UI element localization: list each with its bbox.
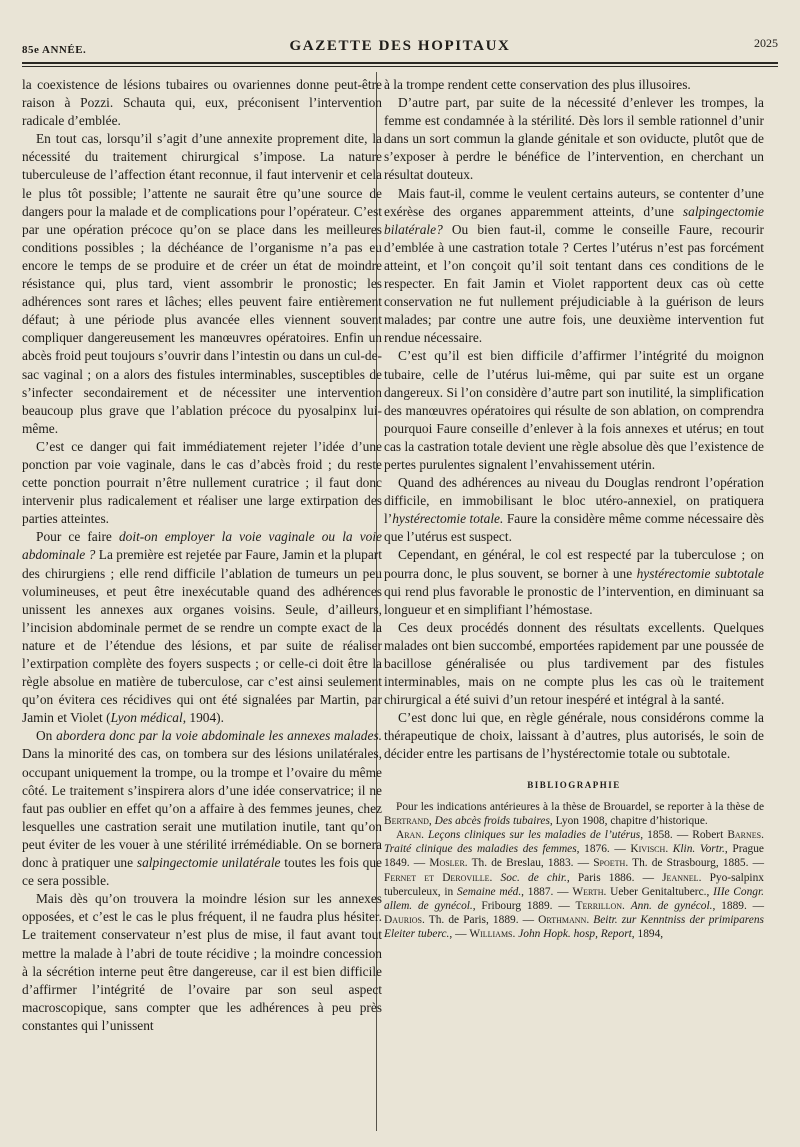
left-column — [22, 76, 382, 1035]
paragraph: C’est qu’il est bien difficile d’affirmer l’intégrité du moignon tubaire, celle de l’utérus lui-même, qui par suite est un organe dangereux. Si l’on considère d’autre part son inutilité, la simplification des manœuvres opératoires qui résulte de son ablation, on comprendra pourquoi Faure conseille d’enlever à la fois annexes et utérus; en tout cas la castration totale devient une règle absolue dès que l’existence de pertes purulentes signalent l’envahissement utérin. — [384, 348, 764, 472]
paragraph: Ces deux procédés donnent des résultats excellents. Quelques malades ont bien succombé, emportées rapidement par une poussée de bacillose généralisée ou plus tardivement par des fistules interminables, mais on ne compte plus les cas où le traitement chirurgical a été suivi d’un retour inespéré et intégral à la santé. — [384, 619, 764, 708]
paragraph: Quand des adhérences au niveau du Douglas rendront l’opération difficile, en immobilisant le bloc utéro-annexiel, on pratiquera l’hystérectomie totale. Faure la considère même comme nécessaire dès que l’utérus est suspect. — [384, 475, 764, 545]
paragraph: C’est ce danger qui fait immédiatement rejeter l’idée d’une ponction par voie vaginale, dans le cas d’abcès froid ; du reste cette ponction pourrait n’être nullement curatrice ; il faut donc intervenir plus radicalement et réaliser une large extirpation des parties atteintes. — [22, 438, 382, 527]
paragraph: D’autre part, par suite de la nécessité d’enlever les trompes, la femme est condamnée à la stérilité. Dès lors il semble rationnel d’unir dans un sort commun la glande génitale et son oviducte, plutôt que de s’exposer à perdre le bénéfice de l’intervention, en cherchant un résultat douteux. — [384, 95, 764, 183]
paragraph: En tout cas, lorsqu’il s’agit d’une annexite proprement dite, la nécessité du traitement chirurgical s’impose. La nature tuberculeuse de l’affection étant reconnue, il faut intervenir et cela le plus tôt possible; l’attente ne saurait être qu’une source de dangers pour la malade et de complications pour l’opérateur. C’est par une opération précoce qu’on se place dans les meilleures conditions possibles ; la déchéance de l’organisme n’a pas eu encore le temps de se produire et de créer un état de moindre résistance qui, plus tard, vient assombrir le pronostic; les adhérences sont rares et lâches; elles peuvent faire entièrement défaut; à une période plus avancée elles viennent souvent compliquer dangereusement les manœuvres opératoires. Enfin un abcès froid peut toujours s’ouvrir dans l’intestin ou dans un cul-de-sac vaginal ; on a alors des fistules interminables, susceptibles de s’infecter secondairement et de nécessiter une intervention beaucoup plus grave que l’ablation précoce du pyosalpinx lui-même. — [22, 131, 382, 436]
page-header — [22, 30, 778, 60]
paragraph: Cependant, en général, le col est respecté par la tuberculose ; on pourra donc, le plus souvent, se borner à une hystérectomie subtotale qui rend plus favorable le pronostic de l’intervention, en diminuant sa longueur et en simplifiant l’hémostase. — [384, 547, 765, 617]
journal-title: GAZETTE DES HOPITAUX — [289, 38, 511, 54]
page-number: 2025 — [754, 36, 778, 50]
paragraph: C’est donc lui que, en règle générale, nous considérons comme la thérapeutique de choix, laissant à d’autres, plus autorisés, le soin de décider entre les partisans de l’hystérectomie totale ou subtotale. — [384, 710, 764, 762]
paragraph: à la trompe rendent cette conservation des plus illusoires. — [384, 77, 691, 92]
bibliography-heading: BIBLIOGRAPHIE — [527, 779, 621, 790]
paragraph: Mais faut-il, comme le veulent certains auteurs, se contenter d’une exérèse des organes apparemment atteints, d’une salpingectomie bilatérale? Ou bien faut-il, comme le conseille Faure, recourir d’emblée à une castration totale ? Certes l’utérus n’est pas forcément atteint, et l’on conçoit qu’il soit tentant dans ces conditions de le respecter. En fait Jamin et Violet rapportent deux cas où cette conservation ne fut nullement préjudiciable à la guérison de leurs malades; par contre une autre fois, une deuxième intervention fut rendue nécessaire. — [384, 185, 764, 346]
bibliography — [384, 800, 764, 942]
header-rule-thin — [22, 66, 778, 67]
header-rule — [22, 62, 778, 64]
right-column — [384, 76, 764, 942]
paragraph: Pour ce faire doit-on employer la voie vaginale ou la voie abdominale ? La première est rejetée par Faure, Jamin et la plupart des chirurgiens ; elle rend difficile l’ablation de tumeurs un peu volumineuses, et peut être inexécutable quand des adhérences unissent les annexes aux organes voisins. Seule, d’ailleurs, l’incision abdominale permet de se rendre un compte exact de la nature et de l’étendue des lésions, et par suite de réaliser l’extirpation complète des foyers suspects ; or celle-ci doit être la règle absolue en matière de tuberculose, car c’est ainsi seulement qu’on évitera ces récidives qui ont été signalées par Martin, par Jamin et Violet (Lyon médical, 1904). — [22, 529, 382, 726]
paragraph: On abordera donc par la voie abdominale les annexes malades. Dans la minorité des cas, on tombera sur des lésions unilatérales, occupant uniquement la trompe, ou la trompe et l’ovaire du même côté. Le traitement s’inspirera alors d’une idée conservatrice; il ne faut pas oublier en effet qu’on a affaire à des femmes jeunes, chez lesquelles une castration serait une mutilation inutile, tant qu’on peut éviter de les vouer à une stérilité irrémédiable. On se bornera donc à pratiquer une salpingectomie unilatérale toutes les fois que ce sera possible. — [22, 728, 383, 889]
bibliography-entry: Aran. Leçons cliniques sur les maladies de l’utérus, 1858. — Robert Barnes. Traité clinique des maladies des femmes, 1876. — Kivisch. Klin. Vortr., Prague 1849. — Mosler. Th. de Breslau, 1883. — Spoeth. Th. de Strasbourg, 1885. — Fernet et Deroville. Soc. de chir., Paris 1886. — Jeannel. Pyo-salpinx tuberculeux, in Semaine méd., 1887. — Werth. Ueber Genitaltuberc., IIIe Congr. allem. de gynécol., Fribourg 1889. — Terrillon. Ann. de gynécol., 1889. — Daurios. Th. de Paris, 1889. — Orthmann. Beitr. zur Kenntniss der primiparens Eleiter tuberc., — Williams. John Hopk. hosp, Report, 1894, — [384, 829, 765, 941]
paragraph: la coexistence de lésions tubaires ou ovariennes donne peut-être raison à Pozzi. Schauta qui, eux, préconisent l’intervention radicale d’emblée. — [22, 77, 382, 129]
volume-label: 85e ANNÉE. — [22, 44, 87, 56]
paragraph: Mais dès qu’on trouvera la moindre lésion sur les annexes opposées, et c’est le cas le plus fréquent, il ne faudra plus hésiter. Le traitement conservateur n’est plus de mise, il faut avant tout mettre la malade à l’abri de toute récidive ; la moindre concession à la sécrétion interne peut être dangereuse, car il est bien difficile d’affirmer l’intégrité de l’ovaire par son seul aspect macroscopique, sans compter que les adhérences à peu près constantes qui l’unissent — [22, 891, 382, 1033]
bibliography-entry: Pour les indications antérieures à la thèse de Brouardel, se reporter à la thèse de Bertrand, Des abcès froids tubaires, Lyon 1908, chapitre d’historique. — [384, 800, 764, 827]
